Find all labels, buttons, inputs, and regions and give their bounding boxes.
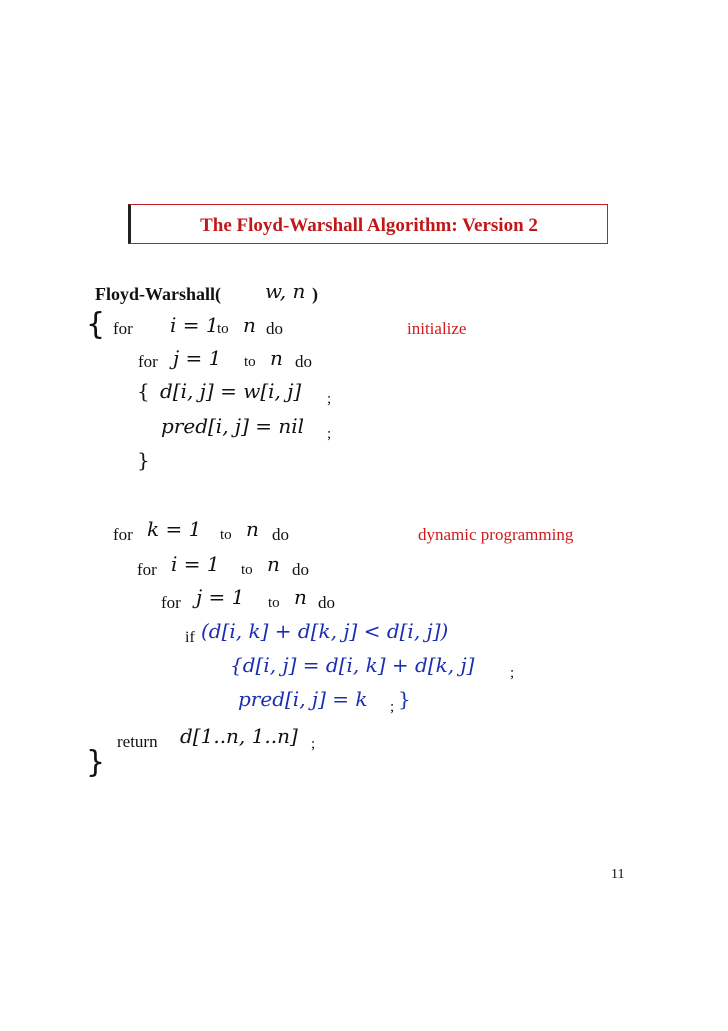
- math-n-k: n: [246, 517, 259, 541]
- kw-for-j-init: for: [138, 352, 158, 371]
- init-close-brace: }: [137, 448, 150, 472]
- kw-do-j-init: do: [295, 352, 312, 371]
- kw-to-j-dp: to: [268, 595, 280, 611]
- outer-close-brace: }: [86, 745, 106, 780]
- function-close-paren: ): [312, 284, 318, 304]
- kw-to-i-dp: to: [241, 562, 253, 578]
- math-i-eq-1-dp: i = 1: [171, 552, 220, 576]
- math-return-value: d[1..n, 1..n]: [180, 724, 298, 748]
- function-args: w, n: [265, 279, 306, 303]
- outer-open-brace: {: [86, 307, 106, 342]
- init-open-brace: {: [137, 379, 150, 403]
- comment-initialize: initialize: [407, 319, 467, 338]
- math-i-eq-1-init: i = 1: [170, 313, 219, 337]
- math-n-i-dp: n: [267, 552, 280, 576]
- kw-return: return: [117, 732, 158, 751]
- math-update-pred: pred[i, j] = k: [238, 687, 368, 711]
- semicolon-init-d: ;: [327, 391, 332, 407]
- semicolon-update-pred: ;: [390, 699, 395, 715]
- kw-for-i-dp: for: [137, 560, 157, 579]
- math-n-j-init: n: [270, 346, 283, 370]
- comment-dynamic-programming: dynamic programming: [418, 525, 574, 544]
- kw-do-i-init: do: [266, 319, 283, 338]
- page-number: 11: [611, 867, 625, 882]
- kw-to-k: to: [220, 527, 232, 543]
- update-close-brace: }: [398, 687, 411, 711]
- math-init-d: d[i, j] = w[i, j]: [160, 379, 302, 403]
- kw-for-i-init: for: [113, 319, 133, 338]
- kw-do-i-dp: do: [292, 560, 309, 579]
- title-box: [128, 204, 608, 244]
- math-n-i-init: n: [243, 313, 256, 337]
- kw-to-j-init: to: [244, 354, 256, 370]
- kw-for-j-dp: for: [161, 593, 181, 612]
- math-n-j-dp: n: [294, 585, 307, 609]
- math-init-pred: pred[i, j] = nil: [161, 414, 305, 438]
- slide-title: The Floyd-Warshall Algorithm: Version 2: [200, 215, 538, 236]
- semicolon-init-pred: ;: [327, 426, 332, 442]
- kw-for-k: for: [113, 525, 133, 544]
- math-condition: (d[i, k] + d[k, j] < d[i, j]): [201, 619, 449, 643]
- semicolon-return: ;: [311, 736, 316, 752]
- math-k-eq-1: k = 1: [147, 517, 202, 541]
- kw-to-i-init: to: [217, 321, 229, 337]
- math-j-eq-1-init: j = 1: [173, 346, 222, 370]
- kw-do-k: do: [272, 525, 289, 544]
- semicolon-update-d: ;: [510, 665, 515, 681]
- function-name: Floyd-Warshall(: [95, 284, 222, 304]
- math-update-d: {d[i, j] = d[i, k] + d[k, j]: [230, 653, 475, 677]
- kw-if: if: [185, 629, 195, 646]
- kw-do-j-dp: do: [318, 593, 335, 612]
- math-j-eq-1-dp: j = 1: [196, 585, 245, 609]
